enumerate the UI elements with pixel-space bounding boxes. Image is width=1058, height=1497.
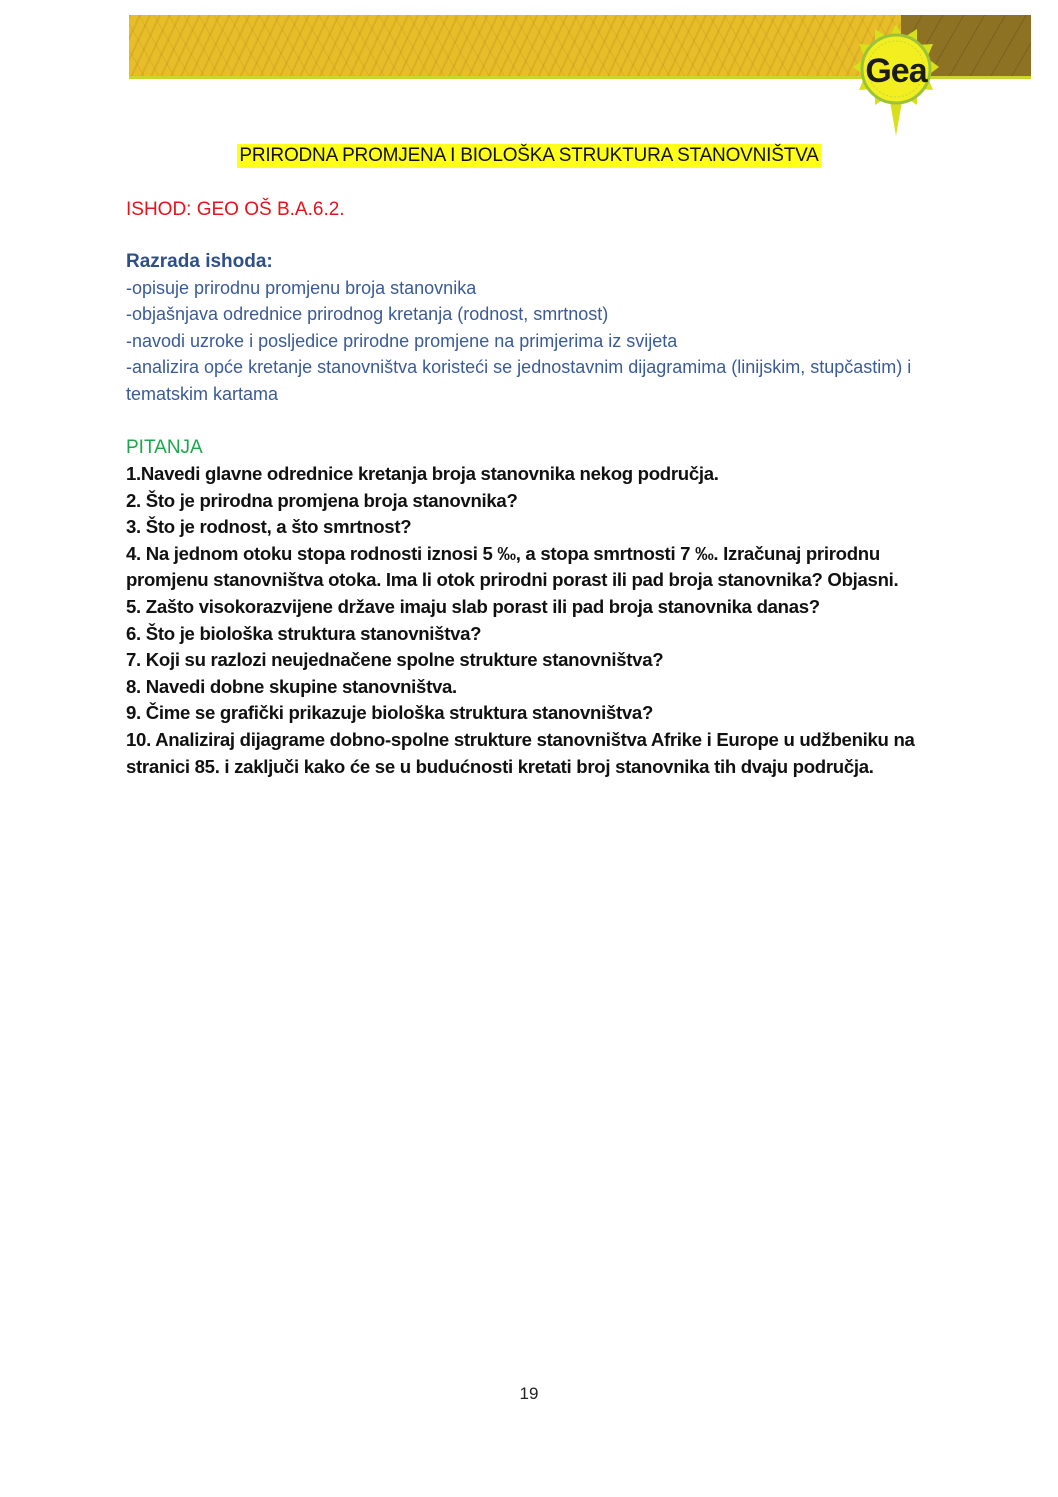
question-item: 8. Navedi dobne skupine stanovništva. (126, 675, 457, 697)
question-item: 5. Zašto visokorazvijene države imaju slab porast ili pad broja stanovnika danas? (126, 596, 820, 617)
gea-logo (853, 24, 939, 136)
question-item: 6. Što je biološka struktura stanovništva? (126, 622, 482, 644)
outcome-item: -navodi uzroke i posljedice prirodne promjene na primjerima iz svijeta (126, 330, 678, 351)
logo-text: Gea (865, 52, 927, 90)
outcome-item: -opisuje prirodnu promjenu broja stanovnika (126, 278, 477, 298)
question-item: 3. Što je rodnost, a što smrtnost? (126, 516, 412, 538)
outcome-item: -analizira opće kretanje stanovništva koristeći se jednostavnim dijagramima (linijskim, stupčastim) i tematskim kartama (126, 357, 912, 404)
question-item: 10. Analiziraj dijagrame dobno-spolne strukture stanovništva Afrike i Europe u udžbeniku na stranici 85. i zaključi kako će se u budućnosti kretati broj stanovnika tih dvaju područja. (126, 728, 915, 777)
question-item: 2. Što je prirodna promjena broja stanovnika? (126, 489, 518, 511)
sun-logo-icon (853, 24, 939, 136)
questions-heading: PITANJA (126, 437, 203, 459)
outcome-breakdown-heading: Razrada ishoda: (126, 251, 273, 272)
question-item: 9. Čime se grafički prikazuje biološka struktura stanovništva? (126, 702, 654, 724)
page-number: 19 (519, 1384, 539, 1403)
question-item: 1.Navedi glavne odrednice kretanja broja stanovnika nekog područja. (126, 463, 719, 485)
page-title: PRIRODNA PROMJENA I BIOLOŠKA STRUKTURA STANOVNIŠTVA (239, 145, 819, 166)
outcome-code: ISHOD: GEO OŠ B.A.6.2. (126, 199, 345, 220)
document-body (126, 197, 926, 780)
question-item: 4. Na jednom otoku stopa rodnosti iznosi 5 ‰, a stopa smrtnosti 7 ‰. Izračunaj prirodnu promjenu stanovništva otoka. Ima li otok prirodni porast ili pad broja stanovnika? Objasni. (126, 542, 899, 591)
outcome-item: -objašnjava odrednice prirodnog kretanja (rodnost, smrtnost) (126, 304, 609, 325)
question-item: 7. Koji su razlozi neujednačene spolne strukture stanovništva? (126, 649, 664, 671)
